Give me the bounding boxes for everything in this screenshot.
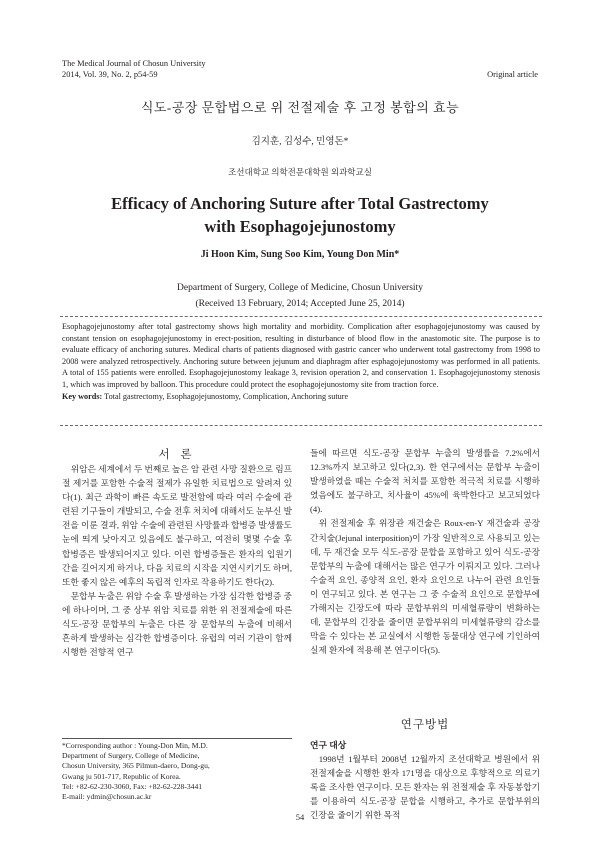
affiliation-korean: 조선대학교 의학전문대학원 외과학교실	[228, 167, 372, 177]
abstract-text: Esophagojejunostomy after total gastrectomy shows high mortality and morbidity. Complication after esophagojejunostomy was caused by constant tension on esophagojejunostomy in erect-position, resulting in disturbance of blood flow in the anastomotic site. The purpose is to evaluate efficacy of anchoring sutures. Medical charts of patients diagnosed with gastric cancer who underwent total gastrectomy from 1998 to 2008 were analyzed retrospectively. Anchoring suture between jejunum and diaphragm after esphagojejunostomy was performed in all patients. A total of 155 patients were enrolled. Esophagojejunostomy leakage 3, revision operation 2, and conservation 1. Esophagojejunostomy stenosis 1, which was improved by balloon. This procedure could protect the esophagojejunostomy site from traction force.	[62, 322, 540, 389]
corresponding-author-footnote	[62, 741, 292, 802]
left-column	[62, 462, 292, 659]
footnote-line: Gwang ju 501-717, Republic of Korea.	[62, 771, 181, 781]
page-number: 54	[295, 812, 305, 822]
authors-korean: 김지훈, 김성수, 민영돈*	[251, 137, 349, 147]
methods-paragraph-1: 1998년 1월부터 2008년 12월까지 조선대학교 병원에서 위 전절제술을 시행한 환자 171명을 대상으로 후향적으로 의료기록을 조사한 연구이다. 모든 환자는 위 전절제술 후 자동봉합기를 이용하여 식도-공장 문합을 시행하고, 추가로 문합부위의 긴장을 줄이기 위한 목적	[310, 754, 540, 821]
section-methods: 연구방법	[400, 719, 450, 731]
journal-issue: 2014, Vol. 39, No. 2, p54-59	[62, 70, 158, 79]
right-column	[310, 446, 540, 657]
affiliation-english: Department of Surgery, College of Medicine, Chosun University	[177, 283, 423, 293]
keywords	[62, 391, 540, 403]
footnote-rule	[62, 738, 292, 739]
divider-top	[60, 316, 542, 317]
authors-english: Ji Hoon Kim, Sung Soo Kim, Young Don Min*	[200, 249, 400, 260]
keywords-text: Total gastrectomy, Esophagojejunostomy, Complication, Anchoring suture	[104, 391, 349, 401]
footnote-line: *Corresponding author : Young-Don Min, M.D.	[62, 741, 208, 750]
intro-paragraph-1: 위암은 세계에서 두 번째로 높은 암 관련 사망 질환으로 림프절 제거를 포함한 수술적 절제가 유일한 치료법으로 알려져 있다(1). 최근 과학이 빠른 속도로 발전함에 따라 여러 수술에 관련된 기구들이 개발되고, 수술 전후 처치에 대해서도 눈부신 발전을 이룬 결과, 위암 수술에 관련된 사망률과 합병증 발생률도 눈에 띄게 낮아지고 있음에도 불구하고, 여전히 몇몇 수술 후 합병증은 발생되어지고 있다. 이런 합병증들은 환자의 입원기간을 길어지게 하거나, 다음 치료의 시작을 지연시키기도 하며, 또한 좋지 않은 예후의 독립적 인자로 작용하기도 한다(2).	[62, 464, 292, 587]
subsection-study-subjects: 연구 대상	[310, 740, 347, 750]
footnote-line: Tel: +82-62-230-3060, Fax: +82-62-228-3441	[62, 781, 203, 791]
footnote-email: E-mail: ydmin@chosun.ac.kr	[62, 792, 152, 802]
intro-paragraph-4: 위 전절제술 후 위장관 재건술은 Roux-en-Y 재건술과 공장 간치술(Jejunal interposition)이 가장 일반적으로 사용되고 있는데, 두 재건술 모두 식도-공장 문합을 포함하고 있어 식도-공장 문합부의 누출에 대해서는 많은 연구가 이뤄지고 있다. 그러나 수술적 요인, 종양적 요인, 환자 요인으로 나누어 관련 요인들이 연구되고 있다. 본 연구는 그 중 수술적 요인으로 문합부에 가해지는 긴장도에 따라 문합부위의 미세혈류량이 변화하는데, 문합부의 긴장을 줄이면 문합부위의 미세혈류량의 감소를 막을 수 있다는 본 교실에서 시행한 동물대상 연구에 기인하여 실제 환자에 적용해 본 연구이다(5).	[310, 518, 540, 656]
footnote-line: Chosun University, 365 Pilmun-daero, Dong-gu,	[62, 761, 210, 771]
title-english-line1: Efficacy of Anchoring Suture after Total Gastrectomy	[111, 194, 489, 213]
journal-name: The Medical Journal of Chosun University	[62, 59, 206, 68]
keywords-label: Key words:	[62, 391, 103, 401]
article-type: Original article	[487, 70, 538, 79]
intro-paragraph-2: 문합부 누출은 위암 수술 후 발생하는 가장 심각한 합병증 중에 하나이며, 그 중 상부 위암 치료를 위한 위 전절제술에 따른 식도-공장 문합부의 누출은 다른 장 문합부의 누출에 비해서 흔하게 발생하는 심각한 합병증이다. 유럽의 여러 기관이 함께 시행한 전향적 연구	[62, 590, 292, 658]
footnote-line: Department of Surgery, College of Medicine,	[62, 751, 200, 761]
title-english-line2: with Esophagojejunostomy	[204, 217, 396, 236]
intro-paragraph-3: 들에 따르면 식도-공장 문합부 누출의 발생률을 7.2%에서 12.3%까지 보고하고 있다(2,3). 한 연구에서는 문합부 누출이 발생하였을 때는 수술적 처치를 포함한 적극적 치료를 시행하였음에도 불구하고, 치사율이 45%에 육박한다고 보고되었다(4).	[310, 448, 540, 515]
divider-bottom	[60, 425, 542, 426]
abstract	[62, 321, 540, 402]
section-introduction: 서 론	[158, 449, 196, 461]
title-korean: 식도-공장 문합법으로 위 전절제술 후 고정 봉합의 효능	[140, 100, 460, 115]
received-dates: (Received 13 February, 2014; Accepted June 25, 2014)	[195, 299, 405, 309]
